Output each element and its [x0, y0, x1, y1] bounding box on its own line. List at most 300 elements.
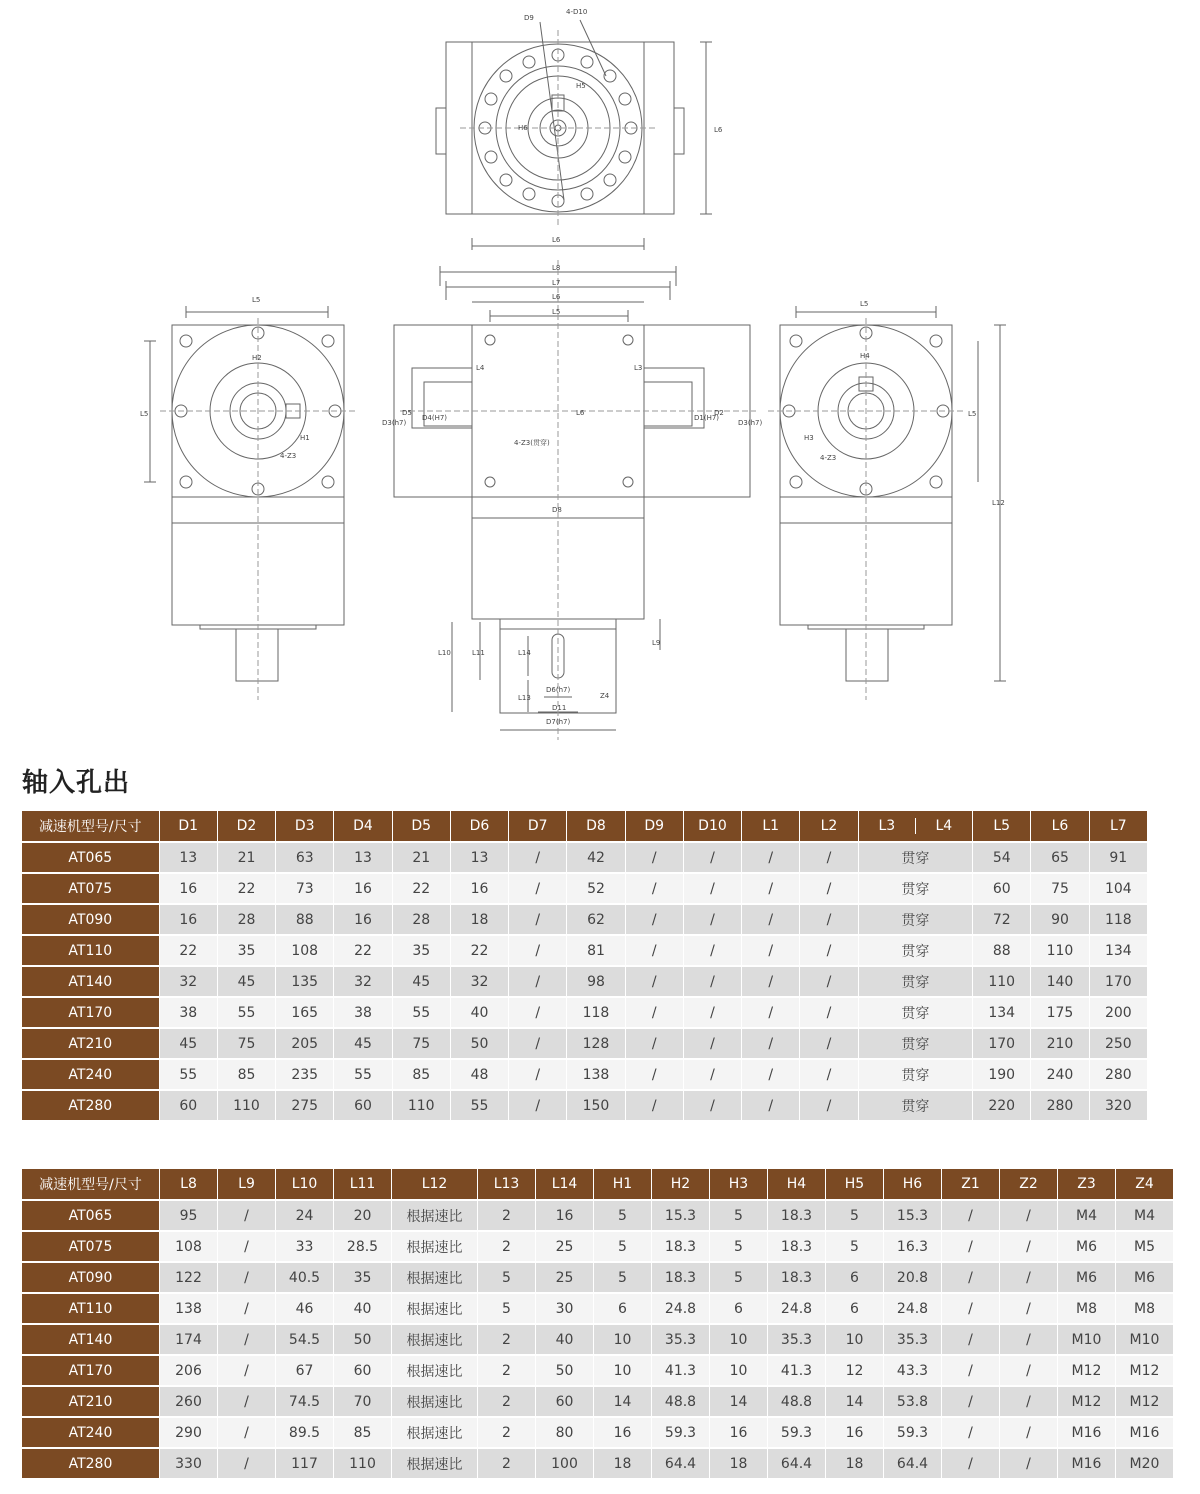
- header-d3: D3: [276, 811, 334, 843]
- spec-table-2: [22, 1169, 1174, 1480]
- value-cell: /: [684, 998, 742, 1029]
- table-row: [22, 1263, 1174, 1294]
- value-cell: 22: [451, 936, 509, 967]
- value-cell: /: [218, 1418, 276, 1449]
- value-cell: 25: [536, 1263, 594, 1294]
- table-row: [22, 1029, 1148, 1060]
- value-cell: 根据速比: [392, 1294, 478, 1325]
- value-cell: /: [942, 1449, 1000, 1480]
- value-cell: 10: [710, 1356, 768, 1387]
- value-cell: /: [684, 905, 742, 936]
- value-cell: 90: [1031, 905, 1089, 936]
- header-h3: H3: [710, 1169, 768, 1201]
- header-d6: D6: [451, 811, 509, 843]
- value-cell: 16.3: [884, 1232, 942, 1263]
- value-cell: 170: [973, 1029, 1031, 1060]
- value-cell: 贯穿: [859, 1029, 974, 1060]
- table-row: [22, 1294, 1174, 1325]
- value-cell: 5: [594, 1232, 652, 1263]
- value-cell: /: [1000, 1325, 1058, 1356]
- value-cell: 18: [594, 1449, 652, 1480]
- value-cell: /: [218, 1294, 276, 1325]
- table-header-row: [22, 1169, 1174, 1201]
- value-cell: 85: [218, 1060, 276, 1091]
- value-cell: 10: [710, 1325, 768, 1356]
- value-cell: /: [942, 1201, 1000, 1232]
- value-cell: /: [509, 1060, 567, 1091]
- dim-d11: D11: [552, 704, 567, 712]
- header-l3: L3: [878, 818, 896, 834]
- table-row: [22, 1232, 1174, 1263]
- value-cell: M12: [1058, 1356, 1116, 1387]
- header-l3-l4: [859, 811, 974, 843]
- dim-l5-right-v: L5: [968, 410, 977, 418]
- value-cell: 30: [536, 1294, 594, 1325]
- table-row: [22, 1356, 1174, 1387]
- value-cell: 108: [276, 936, 334, 967]
- value-cell: 2: [478, 1201, 536, 1232]
- value-cell: 60: [536, 1387, 594, 1418]
- dim-d8: D8: [552, 506, 562, 514]
- value-cell: 16: [160, 874, 218, 905]
- value-cell: /: [626, 905, 684, 936]
- dim-l9: L9: [652, 639, 661, 647]
- value-cell: 5: [594, 1263, 652, 1294]
- value-cell: 89.5: [276, 1418, 334, 1449]
- value-cell: 根据速比: [392, 1356, 478, 1387]
- value-cell: 18.3: [768, 1201, 826, 1232]
- value-cell: 28: [218, 905, 276, 936]
- header-d5: D5: [393, 811, 451, 843]
- value-cell: 118: [1090, 905, 1148, 936]
- table-row: [22, 936, 1148, 967]
- header-model: 减速机型号/尺寸: [22, 1169, 160, 1201]
- value-cell: 22: [160, 936, 218, 967]
- value-cell: 20.8: [884, 1263, 942, 1294]
- dim-l13: L13: [518, 694, 531, 702]
- dim-l11: L11: [472, 649, 485, 657]
- model-cell: AT170: [22, 1356, 160, 1387]
- dim-d7: D7(h7): [546, 718, 571, 726]
- table-row: [22, 1201, 1174, 1232]
- header-l2: L2: [800, 811, 858, 843]
- right-view: [768, 306, 1006, 700]
- value-cell: /: [742, 998, 800, 1029]
- value-cell: 85: [334, 1418, 392, 1449]
- value-cell: 88: [276, 905, 334, 936]
- value-cell: 220: [973, 1091, 1031, 1122]
- value-cell: /: [218, 1449, 276, 1480]
- value-cell: 42: [567, 843, 625, 874]
- value-cell: 95: [160, 1201, 218, 1232]
- table-row: [22, 1418, 1174, 1449]
- value-cell: 40: [334, 1294, 392, 1325]
- header-model: 减速机型号/尺寸: [22, 811, 160, 843]
- value-cell: 43.3: [884, 1356, 942, 1387]
- model-cell: AT210: [22, 1387, 160, 1418]
- value-cell: 16: [536, 1201, 594, 1232]
- value-cell: /: [626, 998, 684, 1029]
- header-l13: L13: [478, 1169, 536, 1201]
- value-cell: /: [218, 1263, 276, 1294]
- value-cell: M8: [1058, 1294, 1116, 1325]
- value-cell: /: [800, 1029, 858, 1060]
- value-cell: 25: [536, 1232, 594, 1263]
- value-cell: 32: [160, 967, 218, 998]
- value-cell: 50: [536, 1356, 594, 1387]
- value-cell: 55: [218, 998, 276, 1029]
- value-cell: 14: [826, 1387, 884, 1418]
- header-l12: L12: [392, 1169, 478, 1201]
- value-cell: /: [800, 998, 858, 1029]
- value-cell: 210: [1031, 1029, 1089, 1060]
- value-cell: 35.3: [768, 1325, 826, 1356]
- value-cell: 贯穿: [859, 1060, 974, 1091]
- value-cell: /: [742, 905, 800, 936]
- value-cell: 16: [160, 905, 218, 936]
- value-cell: 5: [710, 1263, 768, 1294]
- value-cell: 45: [393, 967, 451, 998]
- value-cell: /: [800, 967, 858, 998]
- value-cell: 21: [218, 843, 276, 874]
- value-cell: 110: [393, 1091, 451, 1122]
- value-cell: /: [942, 1232, 1000, 1263]
- table-row: [22, 1449, 1174, 1480]
- value-cell: M4: [1116, 1201, 1174, 1232]
- value-cell: /: [626, 1060, 684, 1091]
- header-d2: D2: [218, 811, 276, 843]
- value-cell: 110: [218, 1091, 276, 1122]
- dim-4z3-hole: 4-Z3(贯穿): [514, 439, 550, 447]
- header-z4: Z4: [1116, 1169, 1174, 1201]
- dim-l5-left: L5: [252, 296, 261, 304]
- value-cell: 13: [160, 843, 218, 874]
- dim-l5-left-v: L5: [140, 410, 149, 418]
- header-h5: H5: [826, 1169, 884, 1201]
- value-cell: 46: [276, 1294, 334, 1325]
- value-cell: 330: [160, 1449, 218, 1480]
- value-cell: 2: [478, 1418, 536, 1449]
- value-cell: /: [626, 874, 684, 905]
- value-cell: /: [942, 1294, 1000, 1325]
- value-cell: 67: [276, 1356, 334, 1387]
- value-cell: 35.3: [652, 1325, 710, 1356]
- header-l9: L9: [218, 1169, 276, 1201]
- value-cell: 50: [451, 1029, 509, 1060]
- value-cell: 235: [276, 1060, 334, 1091]
- value-cell: M6: [1058, 1263, 1116, 1294]
- value-cell: 6: [710, 1294, 768, 1325]
- value-cell: 10: [594, 1325, 652, 1356]
- header-d1: D1: [160, 811, 218, 843]
- value-cell: 16: [451, 874, 509, 905]
- value-cell: 2: [478, 1356, 536, 1387]
- value-cell: 24: [276, 1201, 334, 1232]
- dim-d4: D4(H7): [422, 414, 448, 422]
- value-cell: /: [942, 1387, 1000, 1418]
- value-cell: 20: [334, 1201, 392, 1232]
- value-cell: 200: [1090, 998, 1148, 1029]
- model-cell: AT075: [22, 1232, 160, 1263]
- value-cell: 18.3: [652, 1232, 710, 1263]
- value-cell: 100: [536, 1449, 594, 1480]
- value-cell: 110: [973, 967, 1031, 998]
- dim-4z3-left: 4-Z3: [280, 452, 297, 460]
- value-cell: 72: [973, 905, 1031, 936]
- value-cell: 70: [334, 1387, 392, 1418]
- value-cell: M6: [1116, 1263, 1174, 1294]
- value-cell: 10: [594, 1356, 652, 1387]
- value-cell: /: [509, 998, 567, 1029]
- model-cell: AT110: [22, 1294, 160, 1325]
- value-cell: 38: [334, 998, 392, 1029]
- value-cell: 81: [567, 936, 625, 967]
- dim-l12: L12: [992, 499, 1005, 507]
- value-cell: M16: [1058, 1418, 1116, 1449]
- model-cell: AT065: [22, 1201, 160, 1232]
- value-cell: /: [626, 936, 684, 967]
- value-cell: 22: [218, 874, 276, 905]
- value-cell: 32: [451, 967, 509, 998]
- value-cell: /: [1000, 1263, 1058, 1294]
- value-cell: 15.3: [884, 1201, 942, 1232]
- value-cell: 64.4: [652, 1449, 710, 1480]
- value-cell: 48.8: [768, 1387, 826, 1418]
- dim-l4: L4: [476, 364, 485, 372]
- value-cell: 贯穿: [859, 998, 974, 1029]
- dim-h6: H6: [518, 124, 528, 132]
- dim-l14: L14: [518, 649, 531, 657]
- model-cell: AT140: [22, 967, 160, 998]
- value-cell: 240: [1031, 1060, 1089, 1091]
- model-cell: AT090: [22, 1263, 160, 1294]
- value-cell: /: [684, 936, 742, 967]
- value-cell: /: [942, 1418, 1000, 1449]
- value-cell: 134: [1090, 936, 1148, 967]
- value-cell: M8: [1116, 1294, 1174, 1325]
- value-cell: 150: [567, 1091, 625, 1122]
- value-cell: 贯穿: [859, 967, 974, 998]
- front-view: [394, 260, 756, 740]
- table-row: [22, 843, 1148, 874]
- value-cell: /: [684, 1029, 742, 1060]
- value-cell: 74.5: [276, 1387, 334, 1418]
- value-cell: 40.5: [276, 1263, 334, 1294]
- value-cell: 62: [567, 905, 625, 936]
- value-cell: 280: [1031, 1091, 1089, 1122]
- value-cell: 16: [334, 874, 392, 905]
- value-cell: 320: [1090, 1091, 1148, 1122]
- value-cell: 5: [478, 1263, 536, 1294]
- value-cell: 260: [160, 1387, 218, 1418]
- value-cell: 16: [826, 1418, 884, 1449]
- value-cell: 55: [160, 1060, 218, 1091]
- value-cell: 14: [710, 1387, 768, 1418]
- dim-l5-right: L5: [860, 300, 869, 308]
- value-cell: 10: [826, 1325, 884, 1356]
- dim-h2: H2: [252, 354, 262, 362]
- value-cell: 根据速比: [392, 1387, 478, 1418]
- value-cell: /: [218, 1356, 276, 1387]
- value-cell: 52: [567, 874, 625, 905]
- value-cell: 6: [826, 1263, 884, 1294]
- value-cell: 118: [567, 998, 625, 1029]
- value-cell: 59.3: [652, 1418, 710, 1449]
- value-cell: /: [1000, 1387, 1058, 1418]
- value-cell: 53.8: [884, 1387, 942, 1418]
- value-cell: 2: [478, 1325, 536, 1356]
- value-cell: 32: [334, 967, 392, 998]
- dim-l3: L3: [634, 364, 643, 372]
- value-cell: M12: [1116, 1356, 1174, 1387]
- value-cell: /: [742, 874, 800, 905]
- value-cell: 14: [594, 1387, 652, 1418]
- table-row: [22, 1387, 1174, 1418]
- value-cell: 15.3: [652, 1201, 710, 1232]
- header-d9: D9: [626, 811, 684, 843]
- value-cell: /: [742, 1091, 800, 1122]
- value-cell: 165: [276, 998, 334, 1029]
- model-cell: AT240: [22, 1418, 160, 1449]
- value-cell: /: [684, 874, 742, 905]
- value-cell: M10: [1116, 1325, 1174, 1356]
- value-cell: /: [626, 967, 684, 998]
- value-cell: 22: [393, 874, 451, 905]
- value-cell: 50: [334, 1325, 392, 1356]
- value-cell: 98: [567, 967, 625, 998]
- model-cell: AT240: [22, 1060, 160, 1091]
- value-cell: 88: [973, 936, 1031, 967]
- header-h4: H4: [768, 1169, 826, 1201]
- value-cell: 60: [160, 1091, 218, 1122]
- value-cell: 35: [393, 936, 451, 967]
- value-cell: M6: [1058, 1232, 1116, 1263]
- value-cell: 贯穿: [859, 936, 974, 967]
- value-cell: 12: [826, 1356, 884, 1387]
- dim-l6: L6: [552, 293, 561, 301]
- value-cell: 41.3: [768, 1356, 826, 1387]
- dim-l6-bottom: L6: [552, 236, 561, 244]
- value-cell: /: [509, 843, 567, 874]
- value-cell: 16: [334, 905, 392, 936]
- spec-table-1: [22, 811, 1148, 1122]
- value-cell: 104: [1090, 874, 1148, 905]
- value-cell: 175: [1031, 998, 1089, 1029]
- model-cell: AT170: [22, 998, 160, 1029]
- value-cell: 35: [334, 1263, 392, 1294]
- value-cell: /: [218, 1232, 276, 1263]
- value-cell: 45: [218, 967, 276, 998]
- value-cell: 2: [478, 1449, 536, 1480]
- dim-l6-top: L6: [714, 126, 723, 134]
- header-h1: H1: [594, 1169, 652, 1201]
- value-cell: /: [742, 843, 800, 874]
- dim-h4: H4: [860, 352, 870, 360]
- dim-h3: H3: [804, 434, 814, 442]
- value-cell: 60: [334, 1091, 392, 1122]
- value-cell: M20: [1116, 1449, 1174, 1480]
- value-cell: 54.5: [276, 1325, 334, 1356]
- value-cell: /: [509, 1029, 567, 1060]
- value-cell: /: [509, 936, 567, 967]
- value-cell: 174: [160, 1325, 218, 1356]
- value-cell: 根据速比: [392, 1325, 478, 1356]
- dim-d5: D5: [402, 409, 412, 417]
- value-cell: 75: [218, 1029, 276, 1060]
- value-cell: 13: [451, 843, 509, 874]
- value-cell: /: [942, 1356, 1000, 1387]
- dim-l10: L10: [438, 649, 451, 657]
- value-cell: /: [626, 843, 684, 874]
- value-cell: 5: [478, 1294, 536, 1325]
- value-cell: 54: [973, 843, 1031, 874]
- value-cell: /: [684, 1091, 742, 1122]
- value-cell: 110: [334, 1449, 392, 1480]
- value-cell: /: [800, 905, 858, 936]
- table-row: [22, 905, 1148, 936]
- value-cell: 91: [1090, 843, 1148, 874]
- value-cell: 63: [276, 843, 334, 874]
- value-cell: 根据速比: [392, 1232, 478, 1263]
- value-cell: /: [742, 967, 800, 998]
- header-z3: Z3: [1058, 1169, 1116, 1201]
- value-cell: M16: [1116, 1418, 1174, 1449]
- header-l14: L14: [536, 1169, 594, 1201]
- value-cell: /: [218, 1387, 276, 1418]
- value-cell: 135: [276, 967, 334, 998]
- dim-d3-right: D3(h7): [738, 419, 763, 427]
- value-cell: 24.8: [884, 1294, 942, 1325]
- value-cell: /: [509, 1091, 567, 1122]
- dim-l5: L5: [552, 308, 561, 316]
- value-cell: /: [218, 1201, 276, 1232]
- value-cell: /: [684, 843, 742, 874]
- value-cell: 33: [276, 1232, 334, 1263]
- value-cell: 35.3: [884, 1325, 942, 1356]
- header-d7: D7: [509, 811, 567, 843]
- value-cell: 24.8: [652, 1294, 710, 1325]
- value-cell: /: [742, 1029, 800, 1060]
- value-cell: 108: [160, 1232, 218, 1263]
- value-cell: 138: [567, 1060, 625, 1091]
- value-cell: /: [626, 1091, 684, 1122]
- value-cell: 45: [334, 1029, 392, 1060]
- value-cell: /: [942, 1325, 1000, 1356]
- header-z1: Z1: [942, 1169, 1000, 1201]
- dim-l8: L8: [552, 264, 561, 272]
- table-row: [22, 998, 1148, 1029]
- value-cell: 6: [826, 1294, 884, 1325]
- value-cell: 55: [393, 998, 451, 1029]
- table-row: [22, 1060, 1148, 1091]
- value-cell: /: [742, 936, 800, 967]
- header-l8: L8: [160, 1169, 218, 1201]
- value-cell: 55: [334, 1060, 392, 1091]
- value-cell: M4: [1058, 1201, 1116, 1232]
- model-cell: AT065: [22, 843, 160, 874]
- value-cell: /: [218, 1325, 276, 1356]
- value-cell: /: [509, 905, 567, 936]
- value-cell: 65: [1031, 843, 1089, 874]
- value-cell: 59.3: [884, 1418, 942, 1449]
- value-cell: 28: [393, 905, 451, 936]
- value-cell: 18.3: [768, 1232, 826, 1263]
- value-cell: /: [800, 843, 858, 874]
- value-cell: 117: [276, 1449, 334, 1480]
- top-view: [436, 20, 712, 250]
- header-l4: L4: [915, 818, 972, 834]
- value-cell: 48.8: [652, 1387, 710, 1418]
